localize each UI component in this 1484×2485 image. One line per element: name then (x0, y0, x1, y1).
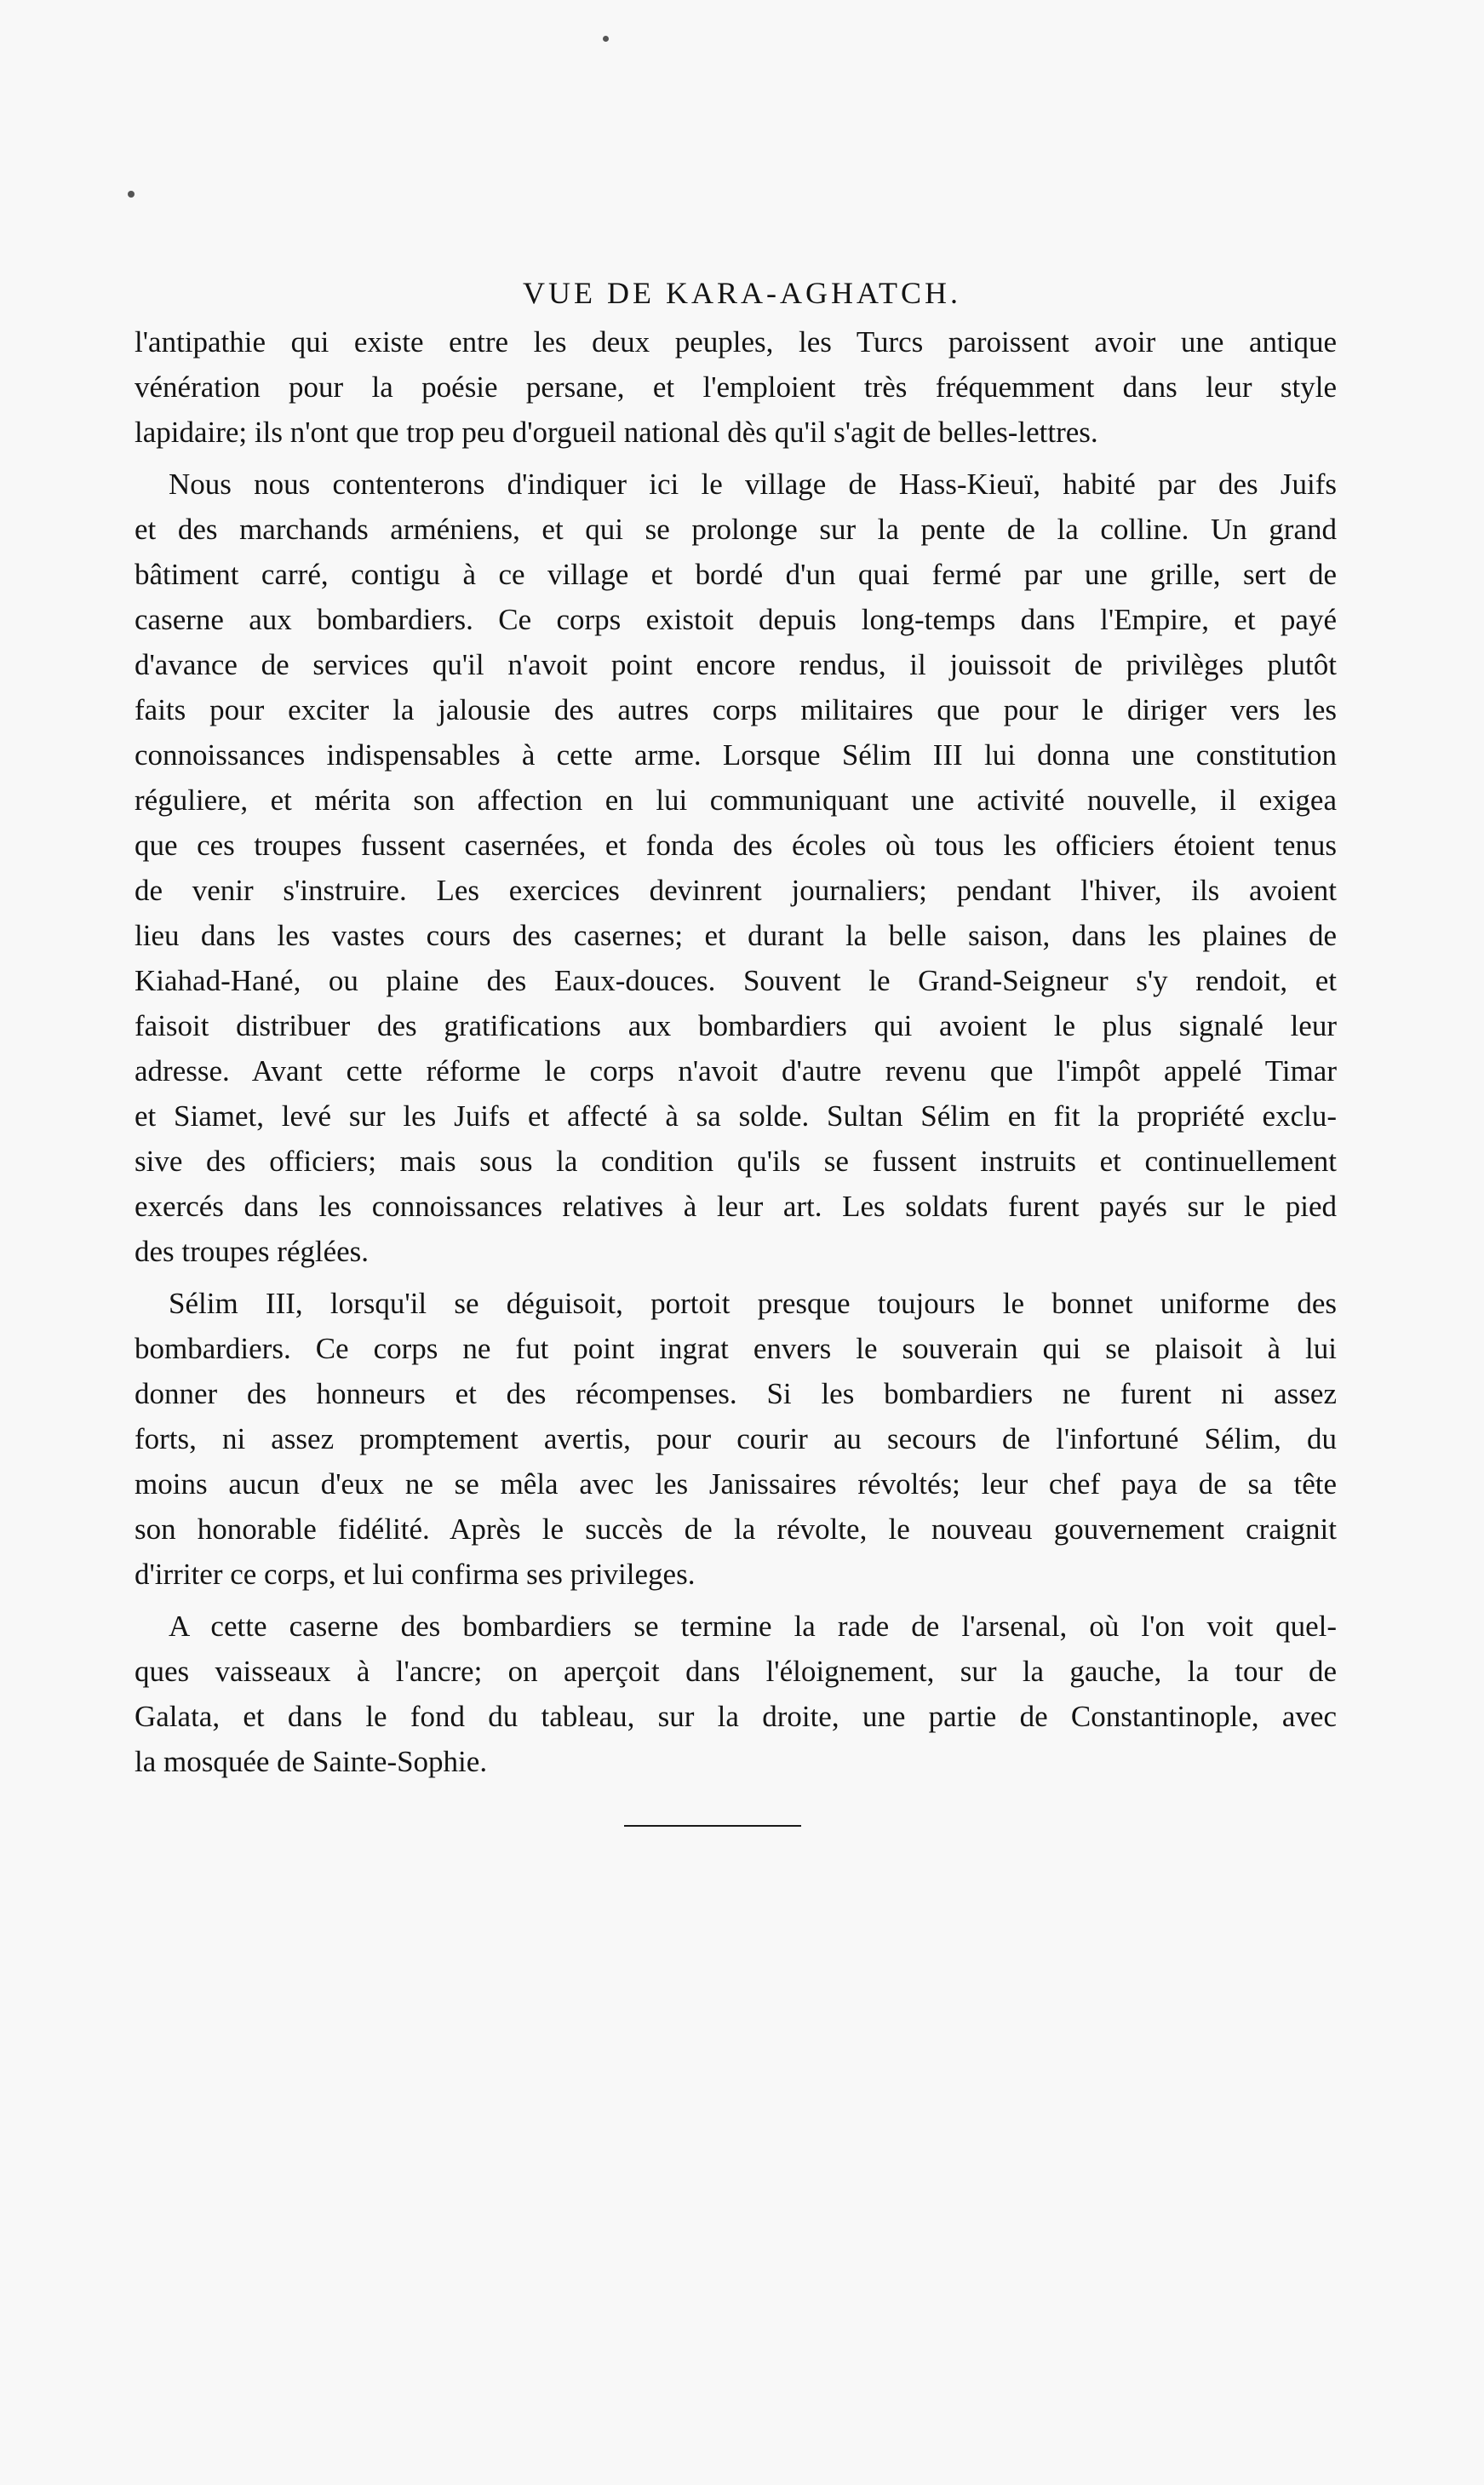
text-line: bombardiers. Ce corps ne fut point ingrat envers le souverain qui se plaisoit à lui (135, 1332, 1337, 1365)
text-line: que ces troupes fussent casernées, et fonda des écoles où tous les officiers étoient tenus (135, 829, 1337, 862)
text-line: exercés dans les connoissances relatives à leur art. Les soldats furent payés sur le pied (135, 1190, 1337, 1223)
text-line: de venir s'instruire. Les exercices devinrent journaliers; pendant l'hiver, ils avoient (135, 874, 1337, 907)
text-line: faits pour exciter la jalousie des autres corps militaires que pour le diriger vers les (135, 693, 1337, 726)
text-line: ques vaisseaux à l'ancre; on aperçoit dans l'éloignement, sur la gauche, la tour de (135, 1655, 1337, 1688)
text-line: la mosquée de Sainte-Sophie. (135, 1745, 488, 1778)
page-title: VUE DE KARA-AGHATCH. (523, 276, 961, 310)
text-line: faisoit distribuer des gratifications aux bombardiers qui avoient le plus signalé leur (135, 1009, 1337, 1042)
text-line: connoissances indispensables à cette arme. Lorsque Sélim III lui donna une constitution (135, 738, 1337, 772)
text-line: A cette caserne des bombardiers se termine la rade de l'arsenal, où l'on voit quel- (169, 1610, 1337, 1643)
text-line: réguliere, et mérita son affection en lui communiquant une activité nouvelle, il exigea (135, 783, 1337, 817)
text-line: moins aucun d'eux ne se mêla avec les Janissaires révoltés; leur chef paya de sa tête (135, 1467, 1337, 1501)
text-line: lieu dans les vastes cours des casernes; et durant la belle saison, dans les plaines de (135, 919, 1337, 952)
text-line: Kiahad-Hané, ou plaine des Eaux-douces. Souvent le Grand-Seigneur s'y rendoit, et (135, 964, 1337, 997)
text-line: adresse. Avant cette réforme le corps n'avoit d'autre revenu que l'impôt appelé Timar (135, 1054, 1337, 1088)
text-line: l'antipathie qui existe entre les deux peuples, les Turcs paroissent avoir une antique (135, 325, 1337, 359)
text-line: bâtiment carré, contigu à ce village et bordé d'un quai fermé par une grille, sert de (135, 558, 1337, 591)
text-line: sive des officiers; mais sous la condition qu'ils se fussent instruits et continuellement (135, 1145, 1337, 1178)
text-line: Galata, et dans le fond du tableau, sur la droite, une partie de Constantinople, avec (135, 1700, 1337, 1733)
paragraph (135, 1281, 1337, 1597)
paragraph (135, 319, 1337, 455)
text-line: et des marchands arméniens, et qui se prolonge sur la pente de la colline. Un grand (135, 513, 1337, 546)
print-speck (128, 191, 135, 198)
text-line: Nous nous contenterons d'indiquer ici le village de Hass-Kieuï, habité par des Juifs (169, 468, 1337, 501)
body-text (135, 319, 1337, 1791)
text-line: des troupes réglées. (135, 1235, 370, 1268)
print-speck (603, 36, 609, 42)
text-line: forts, ni assez promptement avertis, pour courir au secours de l'infortuné Sélim, du (135, 1422, 1337, 1455)
text-line: lapidaire; ils n'ont que trop peu d'orgueil national dès qu'il s'agit de belles-lettres. (135, 416, 1098, 449)
text-line: caserne aux bombardiers. Ce corps existoit depuis long-temps dans l'Empire, et payé (135, 603, 1337, 636)
text-line: Sélim III, lorsqu'il se déguisoit, portoit presque toujours le bonnet uniforme des (169, 1287, 1337, 1320)
paragraph (135, 1604, 1337, 1784)
text-line: son honorable fidélité. Après le succès de la révolte, le nouveau gouvernement craignit (135, 1512, 1337, 1546)
section-divider (624, 1825, 801, 1827)
text-line: d'avance de services qu'il n'avoit point encore rendus, il jouissoit de privilèges plutôt (135, 648, 1337, 681)
text-line: et Siamet, levé sur les Juifs et affecté à sa solde. Sultan Sélim en fit la propriété exclu- (135, 1099, 1337, 1133)
text-line: vénération pour la poésie persane, et l'emploient très fréquemment dans leur style (135, 370, 1337, 404)
text-line: donner des honneurs et des récompenses. Si les bombardiers ne furent ni assez (135, 1377, 1337, 1410)
text-line: d'irriter ce corps, et lui confirma ses privileges. (135, 1558, 696, 1591)
paragraph (135, 462, 1337, 1274)
